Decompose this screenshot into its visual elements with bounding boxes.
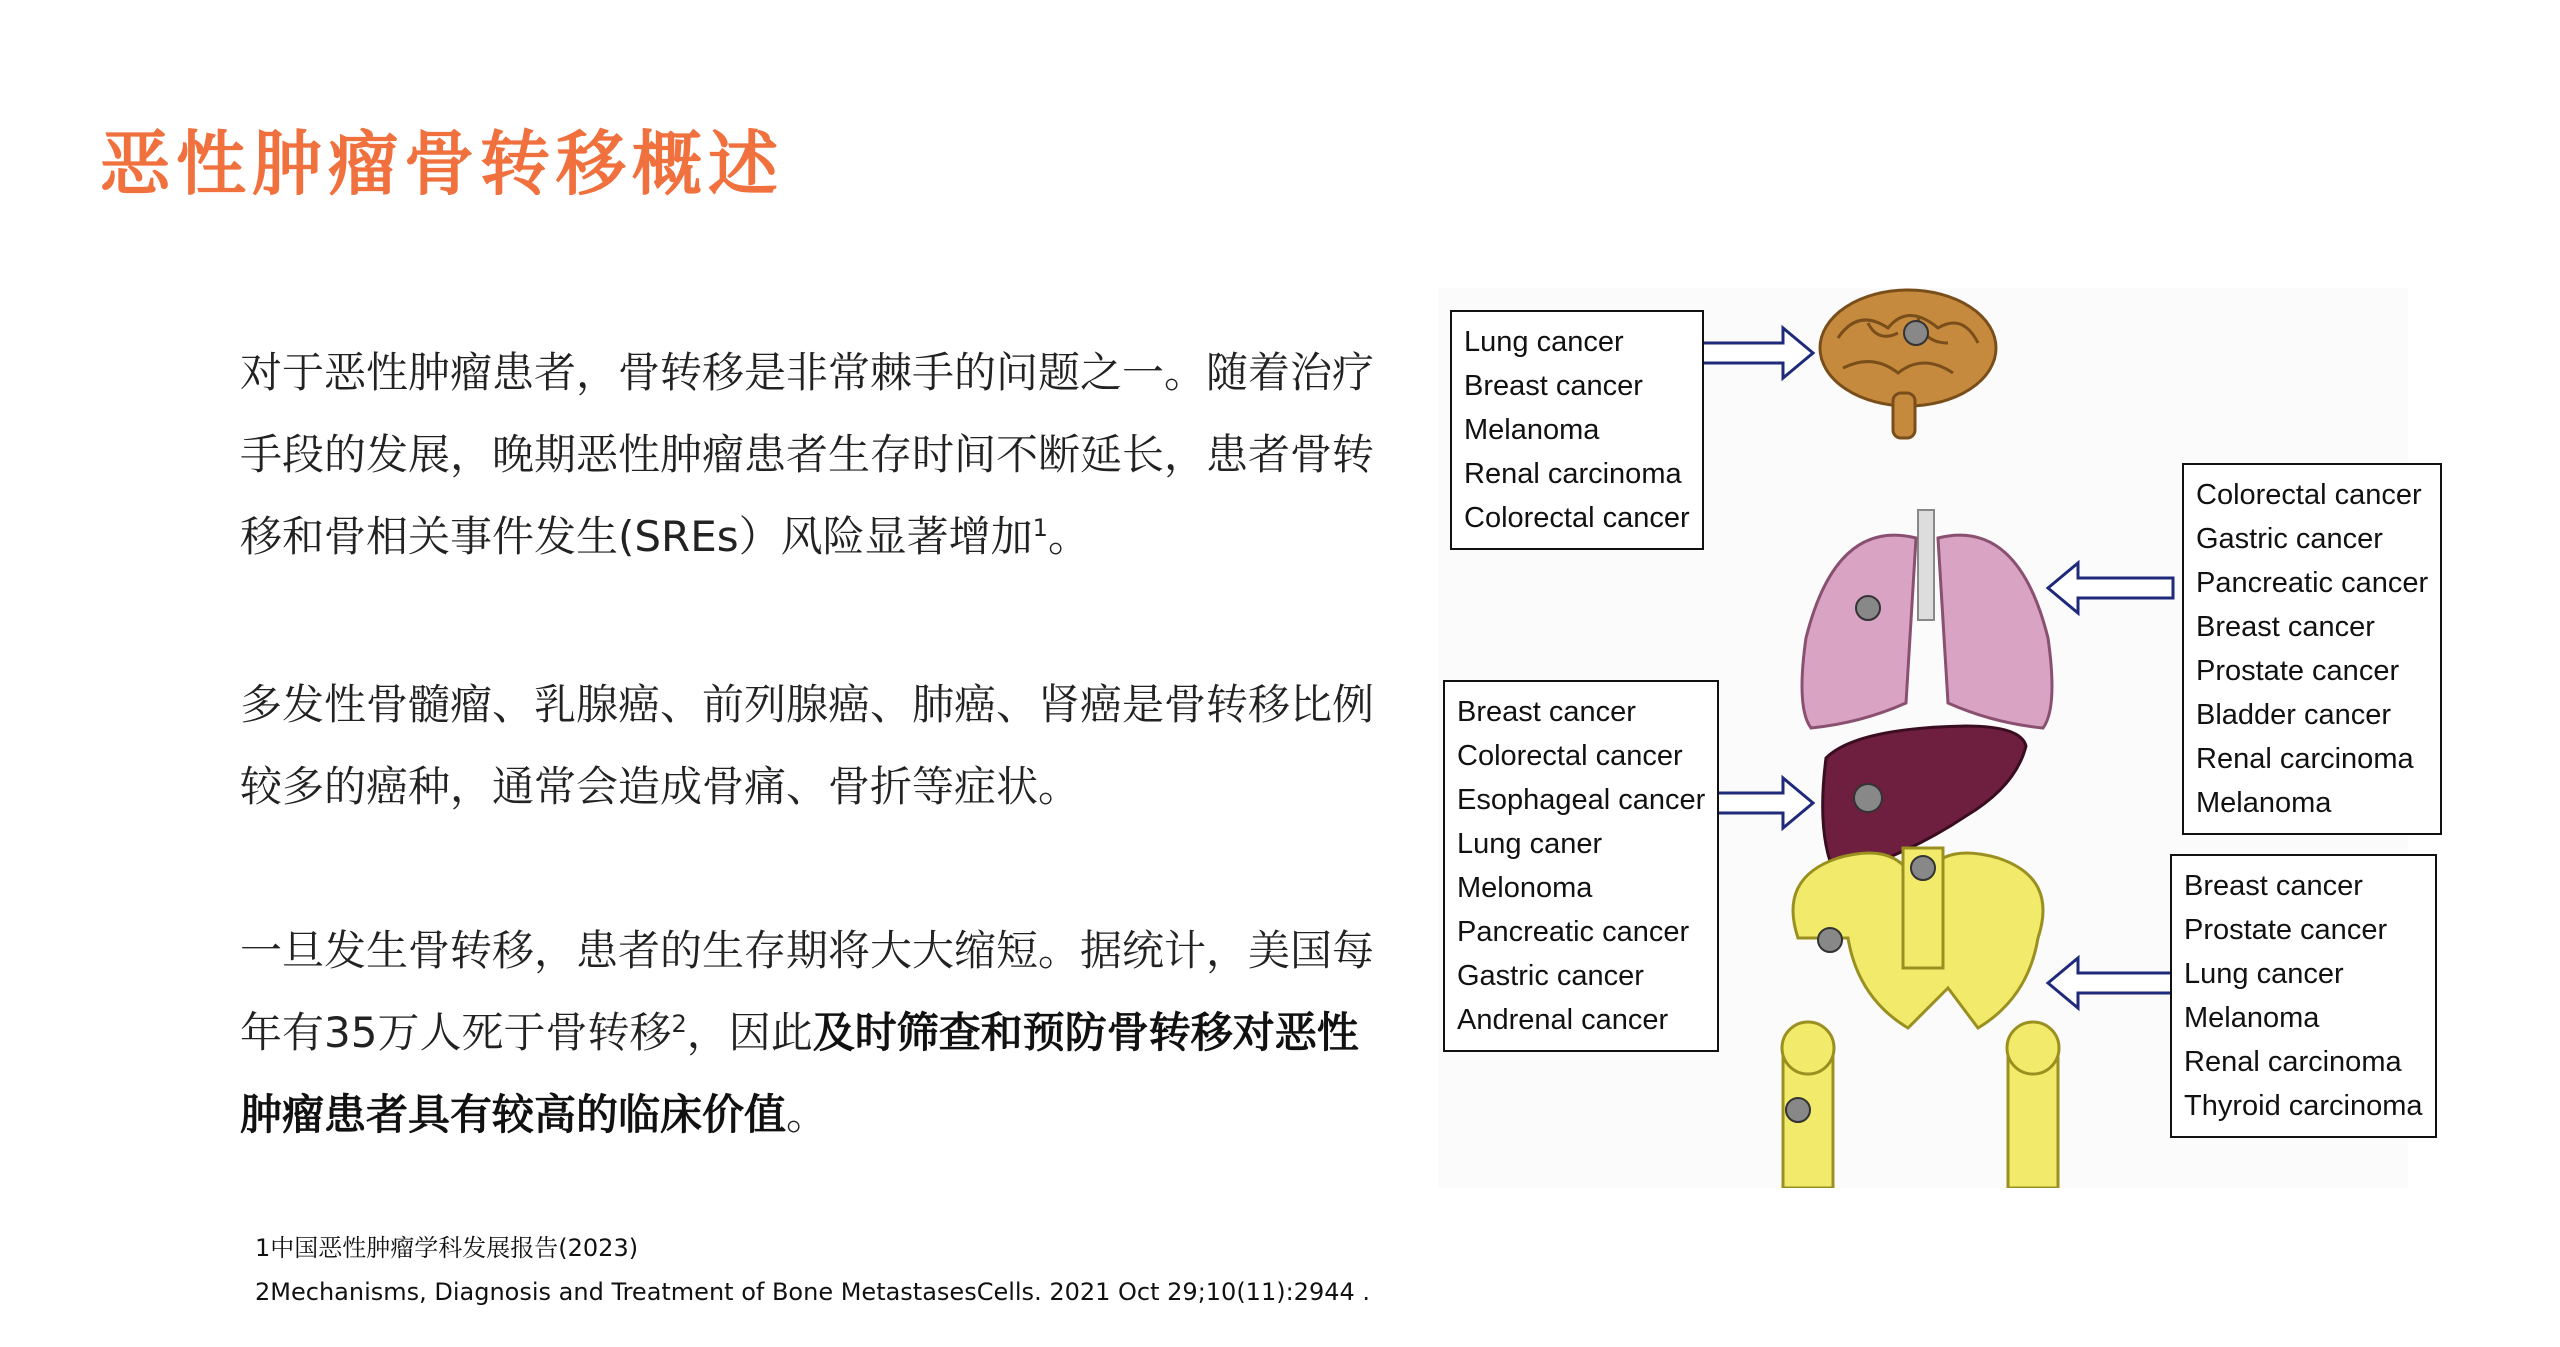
liver-box-item: Esophageal cancer xyxy=(1457,784,1706,816)
references xyxy=(255,1226,1370,1314)
arrow-to-pelvis-icon xyxy=(2048,958,2173,1008)
pelvis-icon xyxy=(1782,848,2059,1188)
bone-box-item: Melanoma xyxy=(2184,1002,2320,1034)
lung-box-item: Bladder cancer xyxy=(2196,699,2392,731)
arrow-to-brain-icon xyxy=(1688,328,1813,378)
bone-metastasis-box xyxy=(2170,854,2437,1138)
metastasis-figure xyxy=(1438,288,2429,1188)
lung-box-item: Prostate cancer xyxy=(2196,655,2400,687)
liver-box-item: Pancreatic cancer xyxy=(1457,916,1690,948)
lung-box-item: Breast cancer xyxy=(2196,611,2375,643)
reference-1: 1中国恶性肿瘤学科发展报告(2023) xyxy=(255,1234,639,1262)
arrow-to-lungs-icon xyxy=(2048,563,2173,613)
liver-box-item: Melonoma xyxy=(1457,872,1593,904)
survival-end: 。 xyxy=(786,1090,829,1139)
lung-box-item: Colorectal cancer xyxy=(2196,479,2422,511)
liver-box-item: Gastric cancer xyxy=(1457,960,1644,992)
survival-mid: ，因此 xyxy=(686,1008,813,1057)
paragraph-survival xyxy=(240,910,1395,1156)
ref-marker-1: 1 xyxy=(1032,514,1048,542)
lung-box-item: Gastric cancer xyxy=(2196,523,2383,555)
liver-metastasis-box xyxy=(1443,680,1719,1052)
bone-box-item: Lung cancer xyxy=(2184,958,2344,990)
liver-box-item: Breast cancer xyxy=(1457,696,1636,728)
ref-marker-2: 2 xyxy=(671,1010,687,1038)
brain-box-item: Renal carcinoma xyxy=(1464,458,1682,490)
bone-box-item: Thyroid carcinoma xyxy=(2184,1090,2423,1122)
survival-text: 一旦发生骨转移，患者的生存期将大大缩短。据统计，美国每年有35万人死于骨转移 xyxy=(240,926,1375,1057)
brain-box-item: Melanoma xyxy=(1464,414,1600,446)
liver-box-item: Andrenal cancer xyxy=(1457,1004,1669,1036)
intro-text: 对于恶性肿瘤患者，骨转移是非常棘手的问题之一。随着治疗手段的发展，晚期恶性肿瘤患者生存时间不断延长，患者骨转移和骨相关事件发生(SREs）风险显著增加 xyxy=(240,348,1375,561)
survival-highlight: 及时筛查和预防骨转移对恶性肿瘤患者具有较高的临床价值 xyxy=(240,1008,1359,1139)
lung-box-item: Pancreatic cancer xyxy=(2196,567,2429,599)
bone-box-item: Prostate cancer xyxy=(2184,914,2388,946)
paragraph-cancer-types: 多发性骨髓瘤、乳腺癌、前列腺癌、肺癌、肾癌是骨转移比例较多的癌种，通常会造成骨痛、骨折等症状。 xyxy=(240,680,1375,811)
reference-2: 2Mechanisms, Diagnosis and Treatment of Bone MetastasesCells. 2021 Oct 29;10(11):2944 . xyxy=(255,1278,1371,1306)
bone-box-item: Renal carcinoma xyxy=(2184,1046,2402,1078)
page-title: 恶性肿瘤骨转移概述 xyxy=(100,123,784,205)
intro-end: 。 xyxy=(1047,512,1090,561)
lung-box-item: Melanoma xyxy=(2196,787,2332,819)
brain-box-item: Colorectal cancer xyxy=(1464,502,1690,534)
paragraph-intro xyxy=(240,332,1395,578)
liver-box-item: Colorectal cancer xyxy=(1457,740,1683,772)
bone-box-item: Breast cancer xyxy=(2184,870,2363,902)
liver-box-item: Lung caner xyxy=(1457,828,1603,860)
lung-box-item: Renal carcinoma xyxy=(2196,743,2414,775)
brain-icon xyxy=(1820,290,1996,438)
lungs-icon xyxy=(1802,510,2052,728)
lung-metastasis-box xyxy=(2182,463,2442,835)
brain-box-item: Breast cancer xyxy=(1464,370,1643,402)
brain-box-item: Lung cancer xyxy=(1464,326,1624,358)
brain-metastasis-box xyxy=(1450,310,1704,550)
